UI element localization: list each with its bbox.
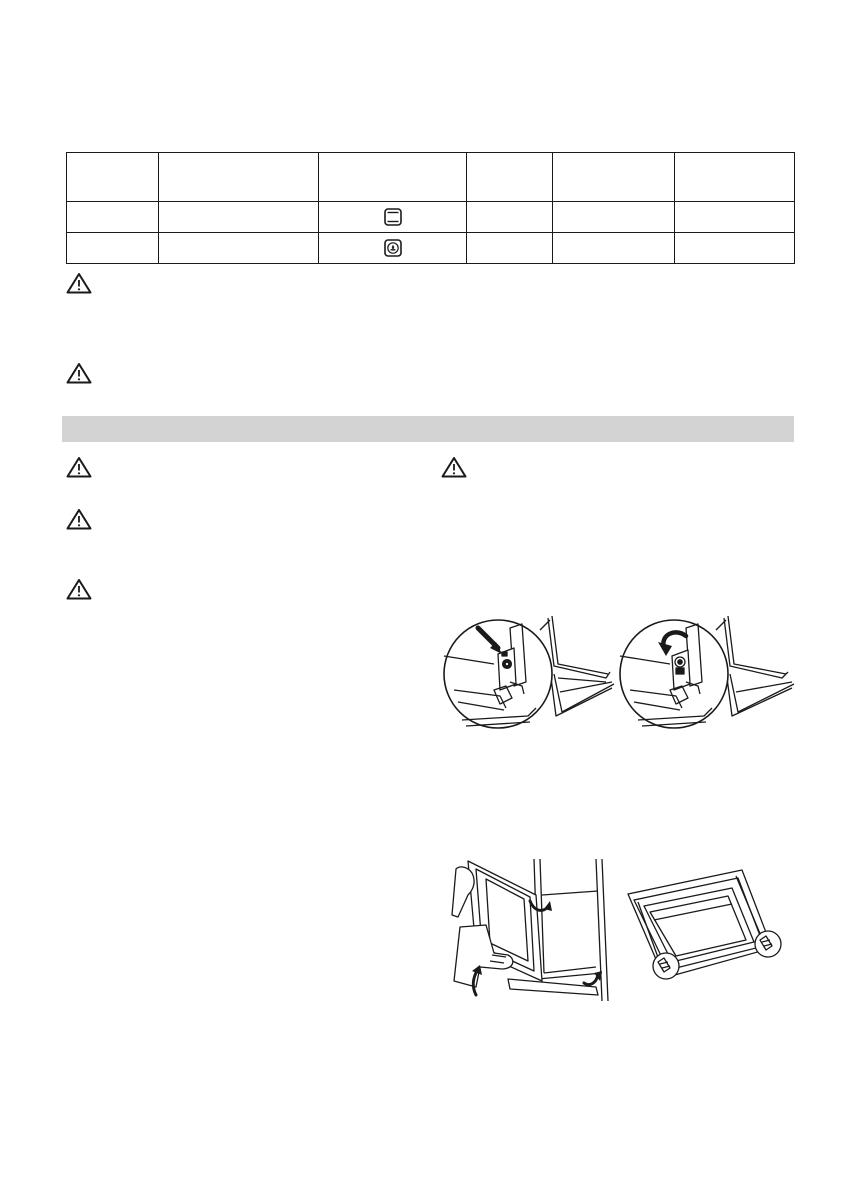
table-cell xyxy=(159,233,319,264)
hinge-lever-press-illustration xyxy=(440,612,616,736)
warning-triangle-icon xyxy=(66,362,92,384)
table-cell xyxy=(67,202,159,233)
table-header-cell xyxy=(553,153,675,202)
table-header-row xyxy=(67,153,795,202)
warning-triangle-icon xyxy=(66,272,92,294)
table-cell-mode xyxy=(319,202,467,233)
table-header-cell xyxy=(467,153,553,202)
section-heading-bar xyxy=(62,416,794,442)
table-cell xyxy=(159,202,319,233)
table-cell xyxy=(553,233,675,264)
door-glass-panel-illustration xyxy=(624,866,788,988)
warning-triangle-icon xyxy=(66,456,92,478)
fan-heating-icon xyxy=(384,239,402,257)
table-cell xyxy=(467,233,553,264)
table-cell-mode xyxy=(319,233,467,264)
table-cell xyxy=(675,233,795,264)
warning-triangle-icon xyxy=(441,456,467,478)
table-row xyxy=(67,202,795,233)
hinge-lever-rotate-illustration xyxy=(616,612,796,736)
warning-triangle-icon xyxy=(66,508,92,530)
table-header-cell xyxy=(67,153,159,202)
table-row xyxy=(67,233,795,264)
cooking-table xyxy=(66,152,795,264)
table-header-cell xyxy=(675,153,795,202)
door-lift-off-illustration xyxy=(446,855,618,1001)
table-header-cell xyxy=(319,153,467,202)
table-cell xyxy=(675,202,795,233)
warning-triangle-icon xyxy=(66,578,92,600)
table-cell xyxy=(67,233,159,264)
table-cell xyxy=(553,202,675,233)
table-cell xyxy=(467,202,553,233)
conventional-heating-icon xyxy=(384,208,402,226)
table-header-cell xyxy=(159,153,319,202)
